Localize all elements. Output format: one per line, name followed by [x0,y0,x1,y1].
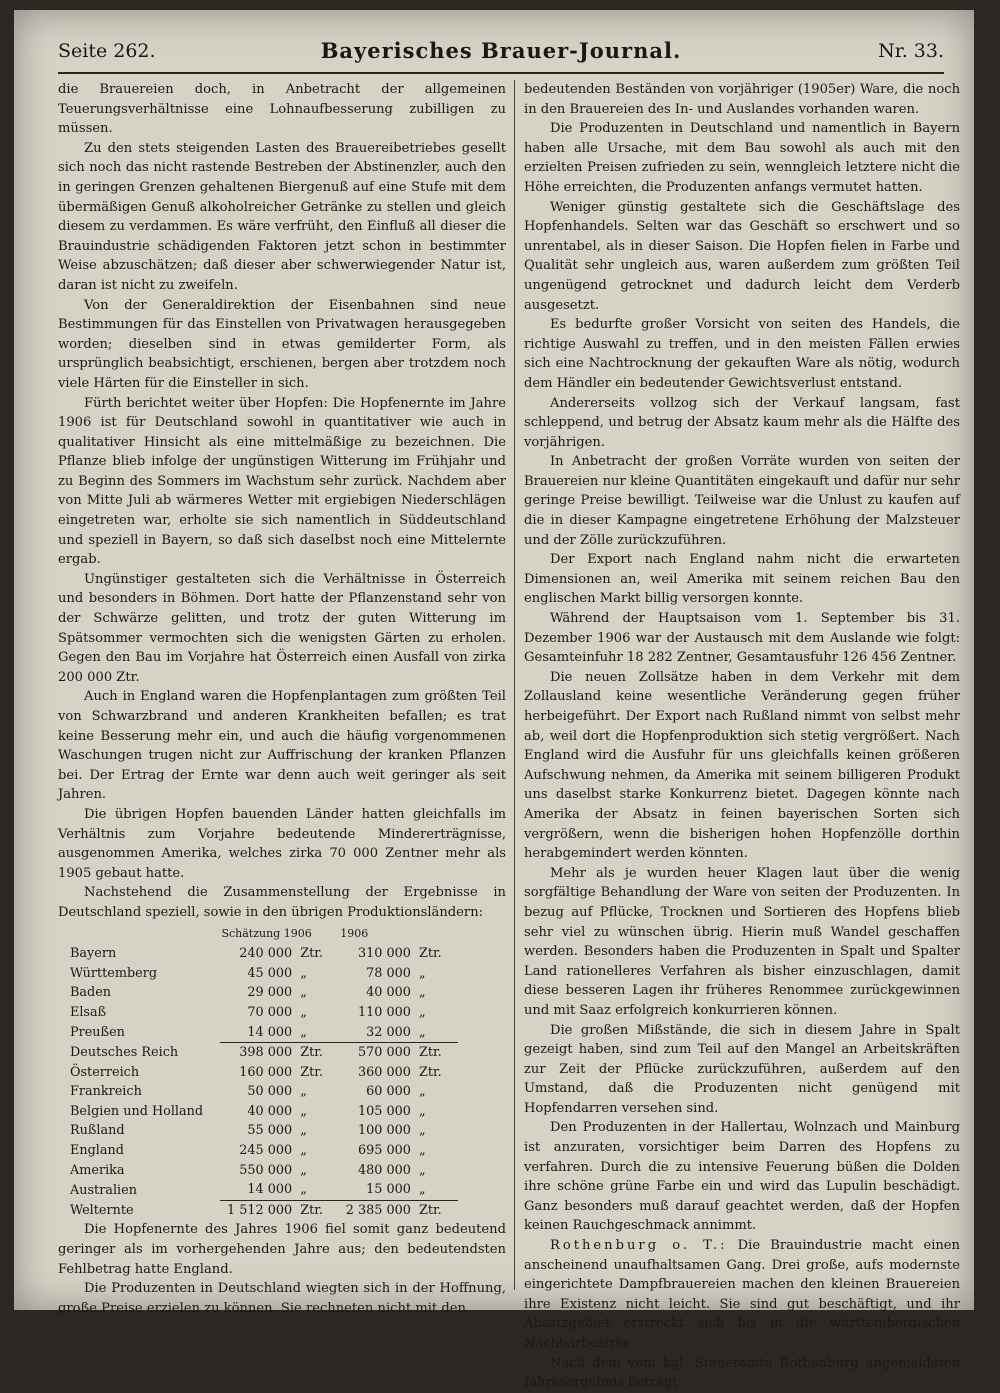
harvest-unit: Ztr. [413,1200,458,1220]
country-name: Bayern [70,946,117,962]
estimate-value: 14 000 [247,1182,293,1198]
country-name: Württemberg [70,965,158,981]
estimate-unit: Ztr. [294,1200,339,1220]
estimate-unit: „ [300,1004,307,1020]
harvest-value: 360 000 [358,1064,411,1080]
paragraph: Die neuen Zollsätze haben in dem Verkehr mit dem Zollausland keine wesentliche Veränderung gegen früher herbeigeführt. Der Export nach Rußland nimmt von selbst mehr ab, weil dort die Hopfenproduktion sich stetig vergrößert. Nach England wird die Ausfuhr für uns gleichfalls keinen größeren Aufschwung nehmen, da Amerika mit seinem billigeren Produkt uns daselbst starke Konkurrenz bietet. Dagegen könnte nach Amerika der Absatz in feinen bayerischen Sorten sich vergrößern, wenn die bisherigen hohen Hopfenzölle dorthin herabgemindert werden könnten. [524,669,960,862]
country-name: Baden [70,985,112,1001]
estimate-unit: Ztr. [300,946,324,962]
harvest-unit: „ [418,1182,426,1198]
country-name: Preußen [70,1024,125,1040]
country-name: Australien [70,1182,137,1198]
table-row [68,964,458,984]
country-name: Amerika [70,1162,125,1178]
paragraph: Von der Generaldirektion der Eisenbahnen sind neue Bestimmungen für das Einstellen von Privatwagen herausgegeben worden; dieselben sind in etwas gemilderter Form, als ursprünglich beabsichtigt, erschienen, bergen aber trotzdem noch viele Härten für die Einsteller in sich. [58,297,506,391]
estimate-value: 40 000 [247,1103,293,1119]
estimate-value: 1 512 000 [220,1200,294,1220]
harvest-unit: „ [418,1123,426,1139]
newspaper-page [14,10,974,1391]
table-row [68,944,458,964]
harvest-unit: „ [418,1143,426,1159]
harvest-value: 40 000 [366,985,411,1001]
estimate-unit: „ [300,985,307,1001]
paragraph: In Anbetracht der großen Vorräte wurden von seiten der Brauereien nur kleine Quantitäten eingekauft und dafür nur sehr geringe Preise bewilligt. Teilweise war die Unlust zu kaufen auf die in dieser Kampagne eingetretene Erhöhung der Malzsteuer und der Zölle zurückzuführen. [524,454,960,548]
paragraph: Während der Hauptsaison vom 1. September bis 31. Dezember 1906 war der Austausch mit dem Auslande wie folgt: Gesamteinfuhr 18 282 Zentner, Gesamtausfuhr 126 456 Zentner. [524,611,960,666]
estimate-value: 160 000 [239,1064,293,1080]
estimate-value: 550 000 [239,1162,293,1178]
estimate-unit: „ [300,1182,307,1198]
hop-harvest-table [68,923,458,1221]
paragraph: Zu den stets steigenden Lasten des Brauereibetriebes gesellt sich noch das nicht rastende Bestreben der Abstinenzler, auch den in geringen Grenzen gehaltenen Biergenuß auf eine Stufe mit dem übermäßigen Genuß alkoholreicher Getränke zu stellen und gleich diesem zu verdammen. Es wäre verfrüht, den Einfluß all dieser die Brauindustrie schädigenden Faktoren jetzt schon in bestimmter Weise abzuschätzen; daß dieser aber schwerwiegender Natur ist, daran ist nicht zu zweifeln. [58,140,506,293]
table-row [68,1200,458,1220]
table-row [68,1043,458,1063]
harvest-unit: „ [418,1103,426,1119]
paragraph: Die großen Mißstände, die sich in diesem Jahre in Spalt gezeigt haben, sind zum Teil auf den Mangel an Arbeitskräften zur Zeit der Pflücke zurückzuführen, außerdem auf den Umstand, daß die Produzenten nicht genügend mit Hopfendarren versehen sind. [524,1022,960,1116]
table-row [68,1082,458,1102]
table-row [68,983,458,1003]
paragraph: Fürth berichtet weiter über Hopfen: Die Hopfenernte im Jahre 1906 ist für Deutschland sowohl in quantitativer wie auch in qualitativer Hinsicht als eine mittelmäßige zu bezeichnen. Die Pflanze blieb infolge der ungünstigen Witterung im Frühjahr und zu Beginn des Sommers im Wachstum sehr zurück. Nachdem aber von Mitte Juli ab wärmeres Wetter mit ergiebigen Niederschlägen eingetreten war, erholte sie sich namentlich in Süddeutschland und speziell in Bayern, so daß sich daselbst noch eine Mittelernte ergab. [58,395,506,568]
harvest-value: 32 000 [366,1024,411,1040]
paragraph: Nach dem vom kgl. Steueramte Rothenburg angemeldeten Jahresergebnis beträgt [524,1355,960,1391]
country-name: Welternte [70,1202,134,1218]
harvest-value: 695 000 [358,1143,411,1159]
paragraph: Es bedurfte großer Vorsicht von seiten des Handels, die richtige Auswahl zu treffen, und in den meisten Fällen erwies sich eine Nachtrocknung der gekauften Ware als nötig, wodurch dem Händler ein bedeutender Gewichtsverlust entstand. [524,317,960,391]
estimate-value: 14 000 [247,1024,293,1040]
harvest-unit: „ [418,985,426,1001]
right-column [524,80,960,1393]
harvest-value: 570 000 [339,1043,413,1063]
paragraph: bedeutenden Beständen von vorjähriger (1905er) Ware, die noch in den Brauereien des In- und Auslandes vorhanden waren. [524,82,960,117]
paragraph: Die Hopfenernte des Jahres 1906 fiel somit ganz bedeutend geringer als im vorhergehenden Jahre aus; den bedeutendsten Fehlbetrag hatte England. [58,1222,506,1277]
harvest-unit: „ [418,1162,426,1178]
estimate-unit: „ [300,1024,307,1040]
table-row [68,1180,458,1200]
estimate-unit: Ztr. [294,1043,339,1063]
paragraph: Die Produzenten in Deutschland und namentlich in Bayern haben alle Ursache, mit dem Bau sowohl als auch mit den erzielten Preisen zufrieden zu sein, wenngleich letztere nicht die Höhe erreichten, die Produzenten anfangs vermutet hatten. [524,121,960,195]
harvest-value: 2 385 000 [339,1200,413,1220]
column-divider [514,80,515,1290]
country-name: England [70,1143,124,1159]
paragraph [524,1236,960,1354]
estimate-value: 50 000 [247,1084,293,1100]
page-number: Seite 262. [58,40,156,62]
paragraph: die Brauereien doch, in Anbetracht der allgemeinen Teuerungsverhältnisse eine Lohnaufbesserung zubilligen zu müssen. [58,82,506,137]
journal-title: Bayerisches Brauer-Journal. [320,38,682,63]
harvest-value: 100 000 [358,1123,411,1139]
harvest-unit: „ [418,1004,426,1020]
country-name: Elsaß [70,1004,107,1020]
estimate-value: 29 000 [247,985,293,1001]
paragraph: Der Export nach England nahm nicht die erwarteten Dimensionen an, weil Amerika mit seinem reichen Bau den englischen Markt billig versorgen konnte. [524,552,960,607]
country-name: Belgien und Holland [70,1103,204,1119]
table-row [68,1141,458,1161]
table-header-estimate: Schätzung 1906 [221,926,312,940]
estimate-value: 245 000 [239,1143,293,1159]
harvest-unit: „ [418,1024,426,1040]
harvest-value: 15 000 [366,1182,411,1198]
paragraph-text: Die Brauindustrie macht einen anscheinend unaufhaltsamen Gang. Drei große, aufs modernste eingerichtete Dampfbrauereien machen den kleinen Brauereien ihre Existenz nicht leicht. Sie sind gut beschäftigt, und ihr Absatzgebiet erstreckt sich bis in die württembergischen Nachbarbezirke. [524,1238,960,1351]
estimate-value: 45 000 [247,965,293,981]
estimate-unit: Ztr. [300,1064,324,1080]
country-name: Frankreich [70,1084,142,1100]
paragraph: Auch in England waren die Hopfenplantagen zum größten Teil von Schwarzbrand und anderen Krankheiten befallen; es trat keine Besserung mehr ein, und auch die häufig vorgenommenen Waschungen trugen nicht zur Auffrischung der kranken Pflanzen bei. Der Ertrag der Ernte war denn auch weit geringer als seit Jahren. [58,689,506,803]
estimate-unit: „ [300,1162,307,1178]
country-name: Deutsches Reich [70,1044,179,1060]
paragraph: Nachstehend die Zusammenstellung der Ergebnisse in Deutschland speziell, sowie in den übrigen Produktionsländern: [58,885,506,920]
harvest-unit: Ztr. [418,946,442,962]
harvest-value: 480 000 [358,1162,411,1178]
estimate-value: 398 000 [220,1043,294,1063]
harvest-unit: Ztr. [418,1064,442,1080]
place-name: Rothenburg o. T.: [550,1238,728,1254]
page-header [58,36,944,74]
harvest-unit: „ [418,965,426,981]
harvest-value: 60 000 [366,1084,411,1100]
harvest-unit: „ [418,1084,426,1100]
paragraph: Ungünstiger gestalteten sich die Verhältnisse in Österreich und besonders in Böhmen. Dort hatte der Pflanzenstand sehr von der Schwärze gelitten, und trotz der guten Witterung im Spätsommer vermochten sich die wenigsten Gärten zu erholen. Gegen den Bau im Vorjahre hat Österreich einen Ausfall von zirka 200 000 Ztr. [58,571,506,685]
harvest-value: 105 000 [358,1103,411,1119]
table-row [68,1161,458,1181]
harvest-unit: Ztr. [413,1043,458,1063]
estimate-unit: „ [300,1084,307,1100]
paragraph: Die übrigen Hopfen bauenden Länder hatten gleichfalls im Verhältnis zum Vorjahre bedeutende Mindererträgnisse, ausgenommen Amerika, welches zirka 70 000 Zentner mehr als 1905 gebaut hatte. [58,806,506,881]
table-row [68,1003,458,1023]
paragraph: Die Produzenten in Deutschland wiegten sich in der Hoffnung, große Preise erzielen zu können. Sie rechneten nicht mit den [58,1281,506,1316]
harvest-value: 78 000 [366,965,411,981]
table-row [68,1102,458,1122]
paragraph: Mehr als je wurden heuer Klagen laut über die wenig sorgfältige Behandlung der Ware von seiten der Produzenten. In bezug auf Pflücke, Trocknen und Sortieren des Hopfens blieb sehr viel zu wünschen übrig. Hierin muß Wandel geschaffen werden. Besonders haben die Produzenten in Spalt und Spalter Land rationelleres Verfahren als bisher einzuschlagen, damit diese besseren Lagen ihr früheres Renommee zurückgewinnen und mit Saaz erfolgreich konkurrieren können. [524,865,960,1018]
harvest-value: 110 000 [358,1004,411,1020]
paragraph: Weniger günstig gestaltete sich die Geschäftslage des Hopfenhandels. Selten war das Geschäft so erschwert und so unrentabel, als in dieser Saison. Die Hopfen fielen in Farbe und Qualität sehr ungleich aus, waren außerdem zum größten Teil ungenügend getrocknet und dadurch leicht dem Verderb ausgesetzt. [524,199,960,313]
harvest-value: 310 000 [358,946,411,962]
country-name: Rußland [70,1123,125,1139]
issue-number: Nr. 33. [878,40,944,62]
table-row [68,1121,458,1141]
estimate-value: 240 000 [239,946,293,962]
estimate-unit: „ [300,1103,307,1119]
estimate-value: 70 000 [247,1004,293,1020]
table-row [68,1063,458,1083]
paragraph: Andererseits vollzog sich der Verkauf langsam, fast schleppend, und betrug der Absatz kaum mehr als die Hälfte des vorjährigen. [524,395,960,450]
table-row [68,1023,458,1043]
estimate-value: 55 000 [247,1123,293,1139]
estimate-unit: „ [300,965,307,981]
country-name: Österreich [70,1064,140,1080]
paragraph: Den Produzenten in der Hallertau, Wolnzach und Mainburg ist anzuraten, vorsichtiger beim Darren des Hopfens zu verfahren. Durch die zu intensive Feuerung büßen die Dolden ihre schöne grüne Farbe ein und wird das Lupulin beschädigt. Ganz besonders muß darauf geachtet werden, daß der Hopfen keinen Rauchgeschmack annimmt. [524,1120,960,1234]
estimate-unit: „ [300,1123,307,1139]
left-column [58,80,506,1318]
estimate-unit: „ [300,1143,307,1159]
table-header-year: 1906 [340,926,369,940]
